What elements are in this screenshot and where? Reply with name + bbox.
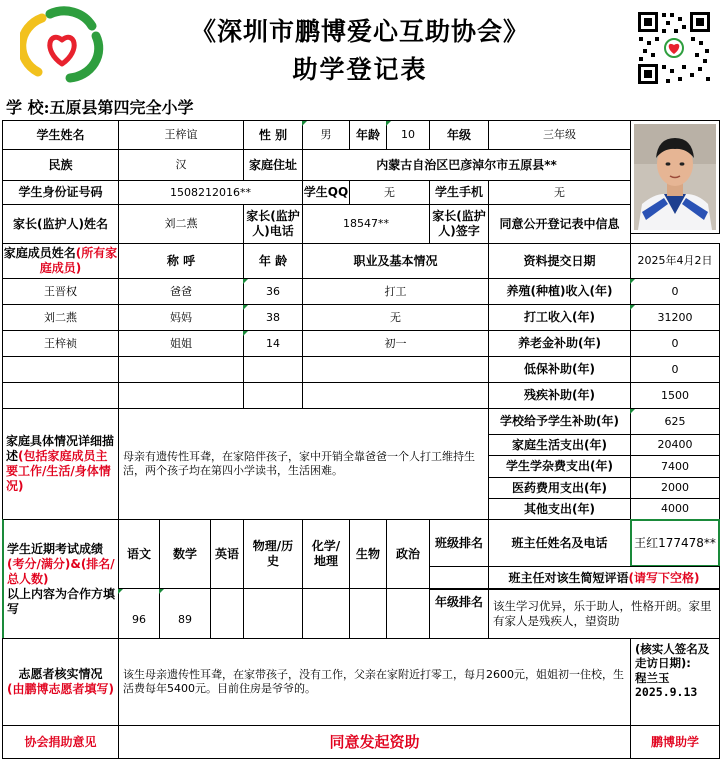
finance-item-label: 养老金补助(年) [488, 330, 631, 357]
table-row-empty[interactable] [118, 382, 244, 409]
volunteer-label: 志愿者核实情况 (由鹏博志愿者填写) [2, 638, 119, 726]
decision-text[interactable]: 同意发起资助 [118, 725, 631, 759]
cell-marker-icon [630, 279, 635, 284]
table-row-empty[interactable] [302, 356, 489, 383]
grade-label: 年级 [429, 120, 489, 150]
finance-item-label: 医药费用支出(年) [488, 477, 631, 499]
table-row[interactable]: 爸爸 [118, 278, 244, 305]
table-row[interactable]: 38 [243, 304, 303, 331]
heart-ring-logo-icon [20, 6, 104, 86]
family-members-label: 家庭成员姓名(所有家庭成员) [2, 243, 119, 279]
teacher-label: 班主任姓名及电话 [488, 519, 631, 567]
finance-item-value[interactable]: 0 [630, 330, 720, 357]
finance-item-label: 家庭生活支出(年) [488, 434, 631, 456]
subject-header: 政治 [386, 519, 430, 589]
subject-header: 物理/历史 [243, 519, 303, 589]
subject-header: 英语 [210, 519, 244, 589]
finance-item-label: 学生学杂费支出(年) [488, 455, 631, 478]
table-row[interactable]: 王晋权 [2, 278, 119, 305]
submit-date-label: 资料提交日期 [488, 243, 631, 279]
finance-item-value[interactable]: 1500 [630, 382, 720, 409]
guardian-phone-label: 家长(监护人)电话 [243, 204, 303, 244]
student-id-value[interactable]: 1508212016** [118, 180, 303, 205]
table-row[interactable]: 36 [243, 278, 303, 305]
table-row[interactable]: 打工 [302, 278, 489, 305]
volunteer-signer[interactable]: (核实人签名及走访日期): 程兰玉 2025.9.13 [630, 638, 720, 726]
gender-label: 性 别 [243, 120, 303, 150]
cell-marker-icon [386, 121, 391, 126]
guardian-phone-value[interactable]: 18547** [302, 204, 430, 244]
finance-item-value[interactable]: 625 [630, 408, 720, 435]
form-title: 《深圳市鹏博爱心互助协会》 [190, 17, 529, 46]
consent-text: 同意公开登记表中信息 [488, 204, 631, 244]
table-row[interactable]: 初一 [302, 330, 489, 357]
table-row-empty[interactable] [2, 382, 119, 409]
teacher-comment[interactable]: 该生学习优异，乐于助人，性格开朗。家里有家人是残疾人，望资助 [488, 588, 720, 639]
finance-item-label: 低保补助(年) [488, 356, 631, 383]
address-label: 家庭住址 [243, 149, 303, 181]
table-row[interactable]: 刘二燕 [2, 304, 119, 331]
class-rank-value[interactable] [429, 566, 489, 590]
teacher-value[interactable]: 王红177478** [630, 519, 720, 567]
table-row[interactable]: 14 [243, 330, 303, 357]
subject-header: 化学/地理 [302, 519, 350, 589]
student-phone-value[interactable]: 无 [488, 180, 631, 205]
qr-code-icon[interactable] [636, 10, 712, 86]
cell-marker-icon [630, 305, 635, 310]
table-row[interactable]: 妈妈 [118, 304, 244, 331]
student-name-label: 学生姓名 [2, 120, 119, 150]
student-id-label: 学生身份证号码 [2, 180, 119, 205]
ethnicity-label: 民族 [2, 149, 119, 181]
cell-marker-icon [630, 409, 635, 414]
finance-item-label: 养殖(种植)收入(年) [488, 278, 631, 305]
finance-item-value[interactable]: 2000 [630, 477, 720, 499]
finance-item-value[interactable]: 7400 [630, 455, 720, 478]
finance-item-value[interactable]: 0 [630, 278, 720, 305]
subject-score[interactable] [302, 588, 350, 639]
table-row-empty[interactable] [302, 382, 489, 409]
school-line: 学 校:五原县第四完全小学 [6, 98, 194, 117]
finance-item-value[interactable]: 31200 [630, 304, 720, 331]
footer-brand: 鹏博助学 [630, 725, 720, 759]
finance-item-label: 学校给予学生补助(年) [488, 408, 631, 435]
guardian-name-label: 家长(监护人)姓名 [2, 204, 119, 244]
subject-score[interactable]: 89 [159, 588, 211, 639]
finance-item-value[interactable]: 4000 [630, 498, 720, 520]
student-qq-label: 学生QQ [302, 180, 350, 205]
grade-value[interactable]: 三年级 [488, 120, 631, 150]
opinion-label: 协会捐助意见 [2, 725, 119, 759]
gender-value[interactable]: 男 [302, 120, 350, 150]
table-row-empty[interactable] [243, 356, 303, 383]
cell-marker-icon [243, 305, 248, 310]
cell-marker-icon [118, 589, 123, 594]
situation-label: 家庭具体情况详细描述(包括家庭成员主要工作/生活/身体情况) [2, 408, 119, 520]
subject-score[interactable] [349, 588, 387, 639]
student-qq-value[interactable]: 无 [349, 180, 430, 205]
subject-score[interactable] [386, 588, 430, 639]
cell-marker-icon [243, 331, 248, 336]
guardian-sign-label: 家长(监护人)签字 [429, 204, 489, 244]
submit-date-value[interactable]: 2025年4月2日 [630, 243, 720, 279]
grade-rank-label: 年级排名 [429, 588, 489, 639]
student-phone-label: 学生手机 [429, 180, 489, 205]
relation-header: 称 呼 [118, 243, 244, 279]
table-row[interactable]: 王梓祯 [2, 330, 119, 357]
volunteer-text[interactable]: 该生母亲遗传性耳聋，在家带孩子，没有工作，父亲在家附近打零工，每月2600元，姐姐初一住校，生活费每年5400元。目前住房是爷爷的。 [118, 638, 631, 726]
age-value[interactable]: 10 [386, 120, 430, 150]
situation-text[interactable]: 母亲有遗传性耳聋，在家陪伴孩子，家中开销全靠爸爸一个人打工维持生活，两个孩子均在第四小学读书，生活困难。 [118, 408, 489, 520]
finance-item-value[interactable]: 20400 [630, 434, 720, 456]
scores-label: 学生近期考试成绩(考分/满分)&(排名/总人数) 以上内容为合作方填写 [2, 519, 119, 639]
table-row[interactable]: 姐姐 [118, 330, 244, 357]
subject-header: 语文 [118, 519, 160, 589]
cell-marker-icon [302, 121, 307, 126]
table-row-empty[interactable] [2, 356, 119, 383]
subject-score[interactable] [210, 588, 244, 639]
cell-marker-icon [159, 589, 164, 594]
comment-label: 班主任对该生简短评语(请写下空格) [488, 566, 720, 590]
finance-item-value[interactable]: 0 [630, 356, 720, 383]
cell-marker-icon [243, 279, 248, 284]
subject-header: 数学 [159, 519, 211, 589]
finance-item-label: 残疾补助(年) [488, 382, 631, 409]
job-header: 职业及基本情况 [302, 243, 489, 279]
ethnicity-value[interactable]: 汉 [118, 149, 244, 181]
form-subtitle: 助学登记表 [292, 55, 428, 84]
finance-item-label: 打工收入(年) [488, 304, 631, 331]
student-name-value[interactable]: 王梓谊 [118, 120, 244, 150]
finance-item-label: 其他支出(年) [488, 498, 631, 520]
subject-score[interactable]: 96 [118, 588, 160, 639]
guardian-name-value[interactable]: 刘二燕 [118, 204, 244, 244]
table-row[interactable]: 无 [302, 304, 489, 331]
subject-score[interactable] [243, 588, 303, 639]
table-row-empty[interactable] [118, 356, 244, 383]
class-rank-label: 班级排名 [429, 519, 489, 567]
student-photo [630, 120, 720, 234]
member-age-header: 年 龄 [243, 243, 303, 279]
table-row-empty[interactable] [243, 382, 303, 409]
address-value[interactable]: 内蒙古自治区巴彦淖尔市五原县** [302, 149, 631, 181]
subject-header: 生物 [349, 519, 387, 589]
age-label: 年龄 [349, 120, 387, 150]
